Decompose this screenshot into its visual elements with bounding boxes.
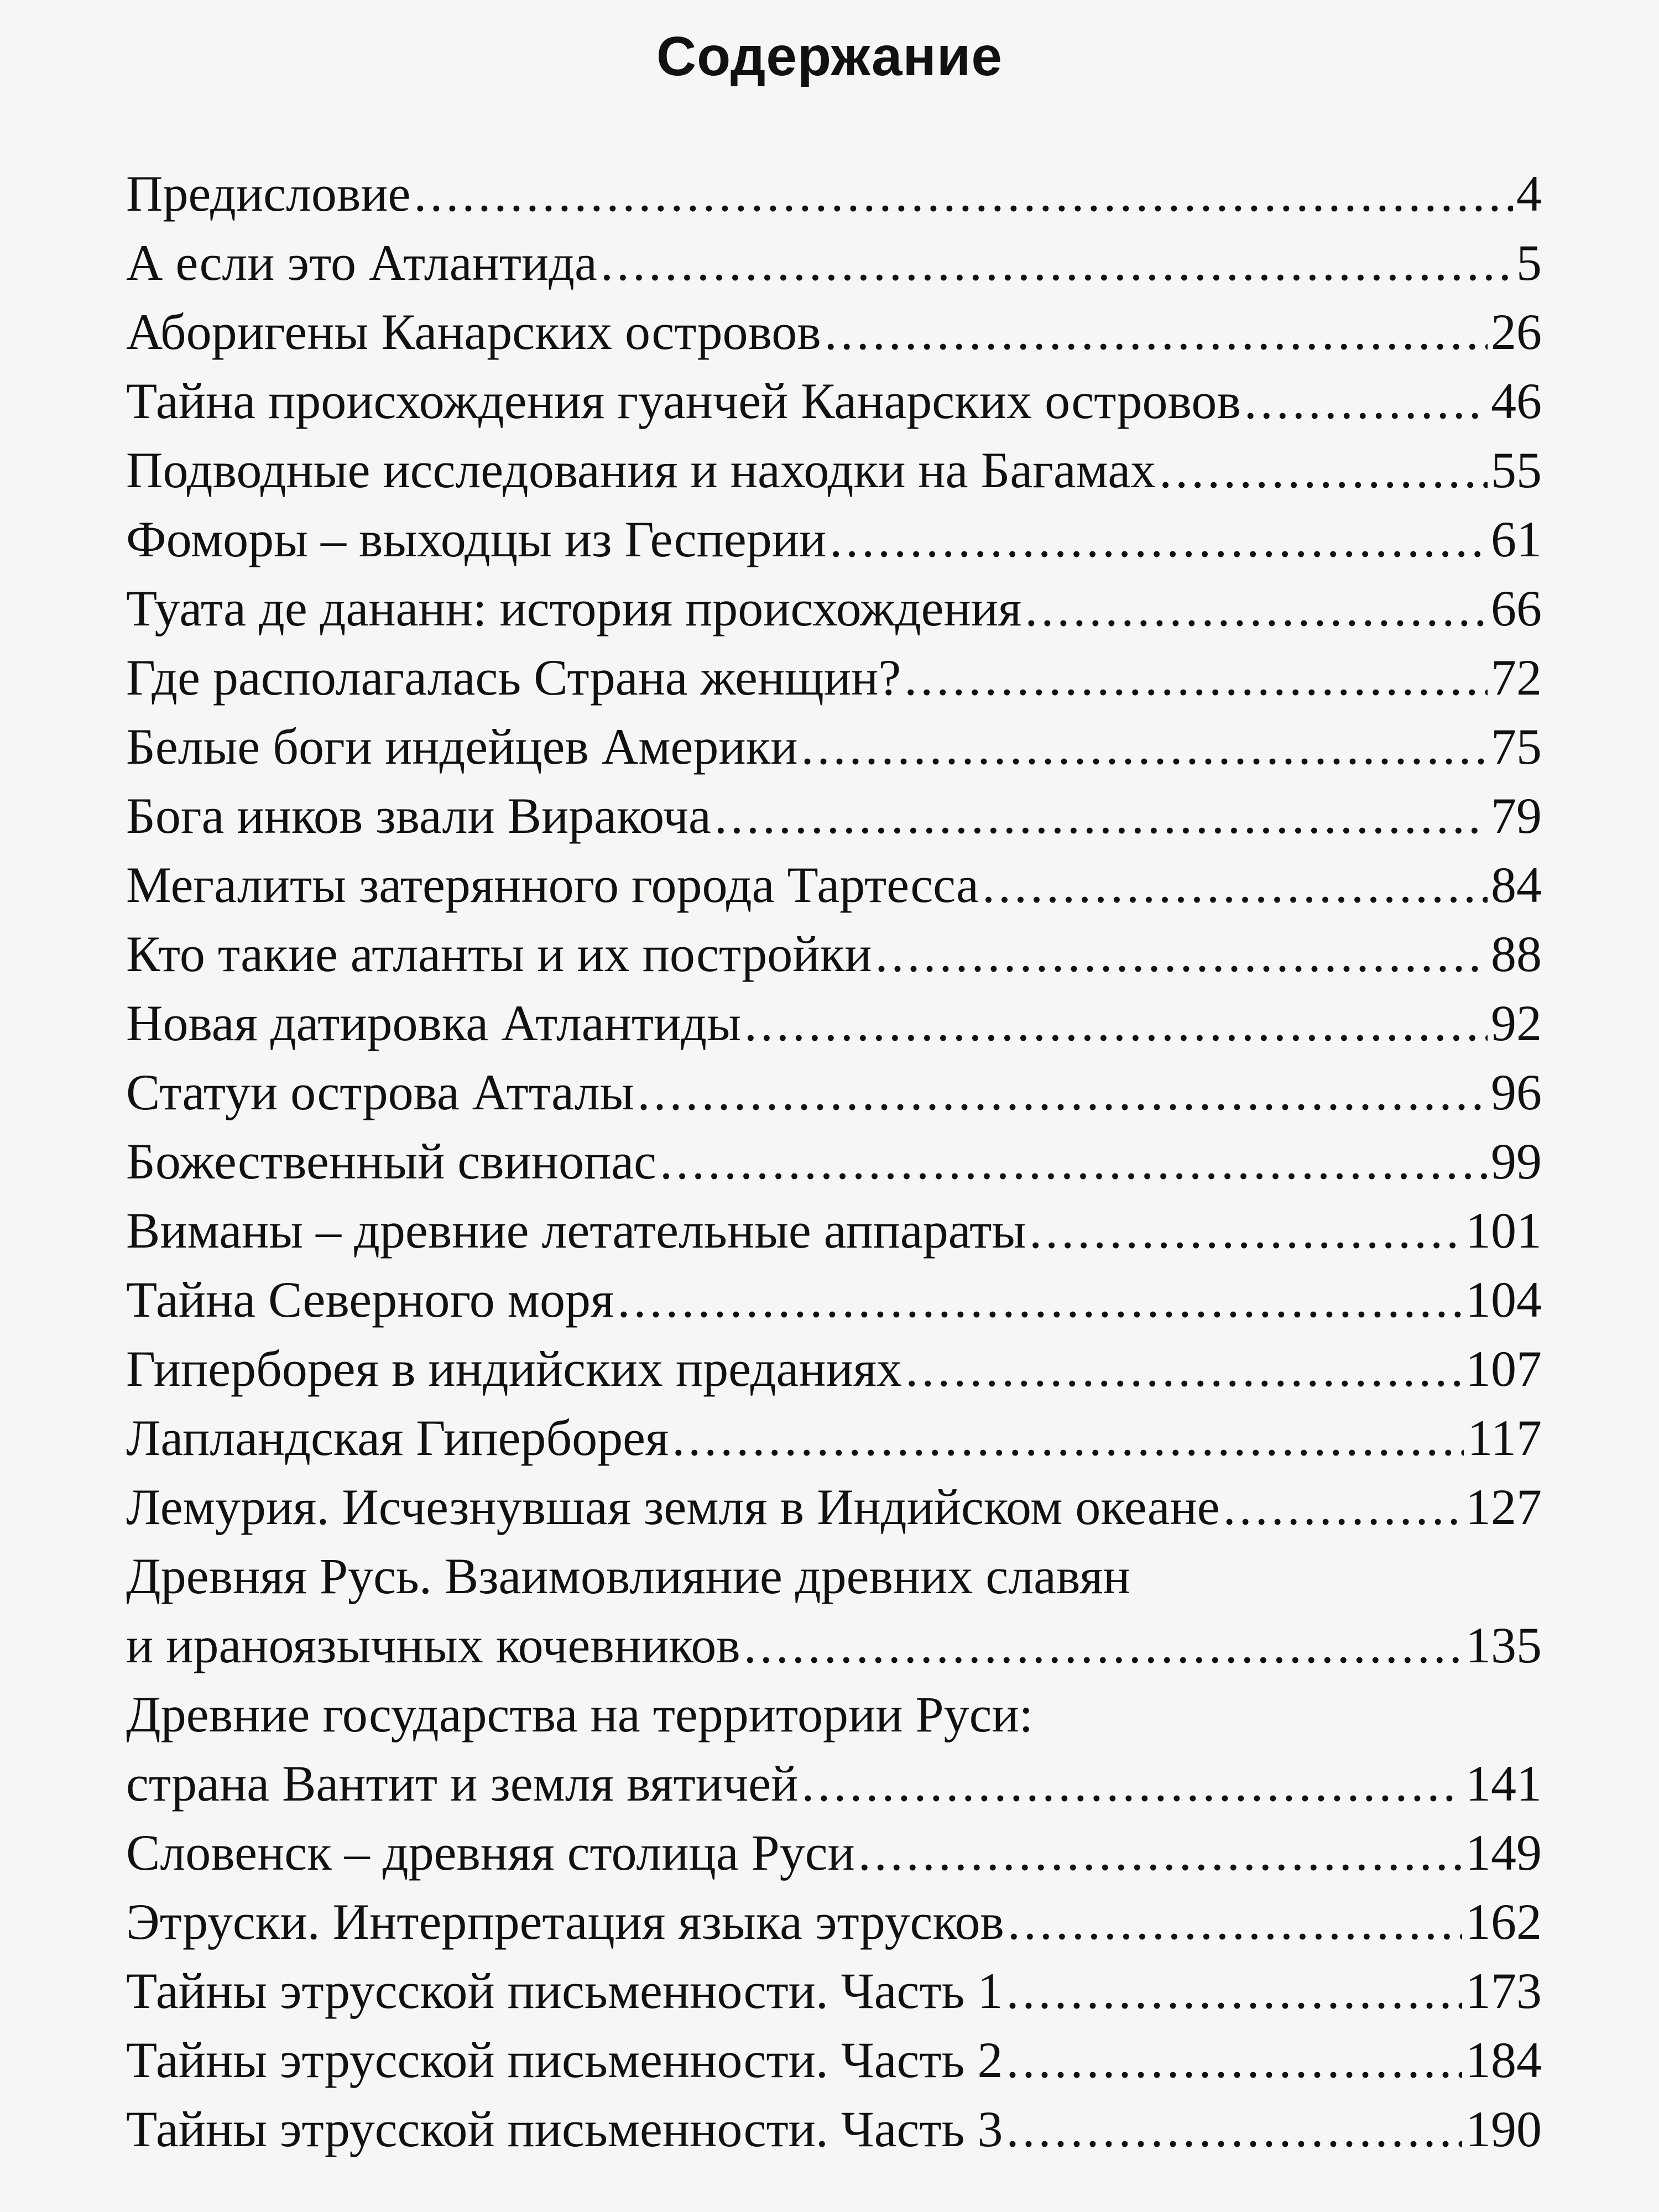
toc-entry	[126, 650, 1542, 705]
toc-leader-dots	[672, 1410, 1464, 1465]
toc-entry	[126, 581, 1542, 636]
toc-entry-page: 92	[1491, 995, 1542, 1051]
toc-entry-page: 184	[1465, 2032, 1542, 2088]
toc-entry	[126, 1618, 1542, 1673]
toc-leader-dots	[801, 719, 1488, 774]
toc-entry	[126, 1065, 1542, 1120]
toc-leader-dots	[905, 1341, 1462, 1396]
toc-entry-title: Подводные исследования и находки на Багамах	[126, 442, 1156, 498]
toc-entry	[126, 1894, 1542, 1949]
toc-entry-title: Предисловие	[126, 165, 411, 222]
toc-entry-page: 79	[1491, 787, 1542, 844]
toc-leader-dots	[714, 788, 1488, 843]
toc-entry-title: Словенск – древняя столица Руси	[126, 1824, 855, 1881]
toc-entry	[126, 2032, 1542, 2088]
toc-entry	[126, 719, 1542, 774]
toc-entry-title: Гиперборея в индийских преданиях	[126, 1340, 902, 1397]
toc-entry	[126, 373, 1542, 429]
toc-leader-dots	[904, 650, 1488, 705]
toc-entry-page: 4	[1516, 165, 1542, 222]
toc-entry-title: Тайна Северного моря	[126, 1271, 614, 1328]
toc-entry-page: 162	[1465, 1893, 1542, 1950]
toc-entry-title: Тайны этрусской письменности. Часть 3	[126, 2101, 1003, 2157]
toc-leader-dots	[801, 1756, 1462, 1811]
toc-entry	[126, 1825, 1542, 1880]
toc-heading: Содержание	[656, 25, 1003, 87]
toc-entry-page: 173	[1465, 1963, 1542, 2019]
toc-leader-dots	[1006, 1963, 1462, 2018]
toc-leader-dots	[744, 1618, 1462, 1673]
toc-entry	[126, 857, 1542, 912]
toc-entry-page: 104	[1465, 1271, 1542, 1328]
toc-leader-dots	[637, 1065, 1488, 1120]
toc-entry	[126, 1410, 1542, 1465]
toc-entry-title: Кто такие атланты и их постройки	[126, 926, 872, 982]
toc-entry-page: 88	[1491, 926, 1542, 982]
toc-entry-page: 61	[1491, 511, 1542, 567]
toc-entry-title: и ираноязычных кочевников	[126, 1617, 740, 1673]
toc-leader-dots	[744, 995, 1488, 1051]
toc-entry-title: Статуи острова Атталы	[126, 1064, 634, 1120]
toc-entry-title: Тайны этрусской письменности. Часть 2	[126, 2032, 1003, 2088]
toc-entry-title: Белые боги индейцев Америки	[126, 718, 798, 775]
toc-entry-page: 135	[1465, 1617, 1542, 1673]
toc-entry-page: 72	[1491, 649, 1542, 706]
toc-leader-dots	[660, 1134, 1488, 1189]
toc-entry-title: Новая датировка Атлантиды	[126, 995, 741, 1051]
toc-leader-dots	[858, 1825, 1462, 1880]
toc-entry-page: 190	[1465, 2101, 1542, 2157]
toc-entry-title: Лемурия. Исчезнувшая земля в Индийском океане	[126, 1479, 1220, 1535]
toc-entry	[126, 235, 1542, 290]
toc-leader-dots	[875, 926, 1488, 982]
toc-entry-title: страна Вантит и земля вятичей	[126, 1755, 799, 1812]
toc-entry-title: Тайны этрусской письменности. Часть 1	[126, 1963, 1003, 2019]
toc-entry	[126, 2101, 1542, 2157]
toc-entry	[126, 1203, 1542, 1258]
toc-entry	[126, 926, 1542, 982]
toc-entry	[126, 166, 1542, 221]
toc-entry-page: 101	[1465, 1202, 1542, 1259]
toc-entry-title: Тайна происхождения гуанчей Канарских островов	[126, 373, 1241, 429]
toc-entry-title: Виманы – древние летательные аппараты	[126, 1202, 1026, 1259]
toc-entry	[126, 442, 1542, 498]
toc-entry-title: Божественный свинопас	[126, 1133, 656, 1190]
toc-entry-page: 5	[1516, 234, 1542, 291]
toc-entry	[126, 512, 1542, 567]
toc-entry-page: 84	[1491, 857, 1542, 913]
toc-entry-title: Аборигены Канарских островов	[126, 304, 821, 360]
toc-leader-dots	[1008, 1894, 1462, 1949]
toc-entry	[126, 1134, 1542, 1189]
toc-entry-page: 99	[1491, 1133, 1542, 1190]
toc-leader-dots	[1159, 442, 1488, 498]
toc-entry-page: 107	[1465, 1340, 1542, 1397]
toc-entry-title-line1: Древние государства на территории Руси:	[126, 1686, 1034, 1743]
toc-leader-dots	[414, 166, 1513, 221]
toc-leader-dots	[825, 304, 1488, 359]
toc-entry-page: 55	[1491, 442, 1542, 498]
toc-entry-page: 127	[1465, 1479, 1542, 1535]
toc-entry-title: Бога инков звали Виракоча	[126, 787, 711, 844]
toc-entry-page: 149	[1465, 1824, 1542, 1881]
toc-entry-page: 26	[1491, 304, 1542, 360]
toc-entry	[126, 788, 1542, 843]
toc-entry-title: Мегалиты затерянного города Тартесса	[126, 857, 979, 913]
toc-entry	[126, 304, 1542, 359]
toc-leader-dots	[1223, 1479, 1462, 1535]
toc-entry	[126, 1479, 1542, 1535]
toc-entry-page: 141	[1465, 1755, 1542, 1812]
toc-entry	[126, 995, 1542, 1051]
toc-leader-dots	[601, 235, 1513, 290]
toc-entry	[126, 1341, 1542, 1396]
toc-leader-dots	[982, 857, 1488, 912]
toc-leader-dots	[1244, 373, 1488, 429]
toc-entry-title-line1: Древняя Русь. Взаимовлияние древних славян	[126, 1548, 1130, 1604]
toc-entry-page: 66	[1491, 580, 1542, 637]
toc-entry-page: 46	[1491, 373, 1542, 429]
toc-entry-title: А если это Атлантида	[126, 234, 597, 291]
toc-entry-page: 117	[1467, 1410, 1542, 1466]
toc-entry-title: Лапландская Гиперборея	[126, 1410, 669, 1466]
toc-leader-dots	[1006, 2101, 1462, 2157]
toc-entry-page: 75	[1491, 718, 1542, 775]
toc-leader-dots	[830, 512, 1488, 567]
toc-leader-dots	[617, 1272, 1462, 1327]
toc-entry-title: Где располагалась Страна женщин?	[126, 649, 901, 706]
toc-entry-page: 96	[1491, 1064, 1542, 1120]
toc-entry	[126, 1963, 1542, 2018]
toc-leader-dots	[1006, 2032, 1462, 2088]
toc-entry-title: Фоморы – выходцы из Гесперии	[126, 511, 827, 567]
toc-entry-title: Этруски. Интерпретация языка этрусков	[126, 1893, 1004, 1950]
toc-leader-dots	[1025, 581, 1488, 636]
toc-entry	[126, 1272, 1542, 1327]
toc-leader-dots	[1029, 1203, 1462, 1258]
toc-entry-title: Туата де дананн: история происхождения	[126, 580, 1022, 637]
toc-entry	[126, 1756, 1542, 1811]
